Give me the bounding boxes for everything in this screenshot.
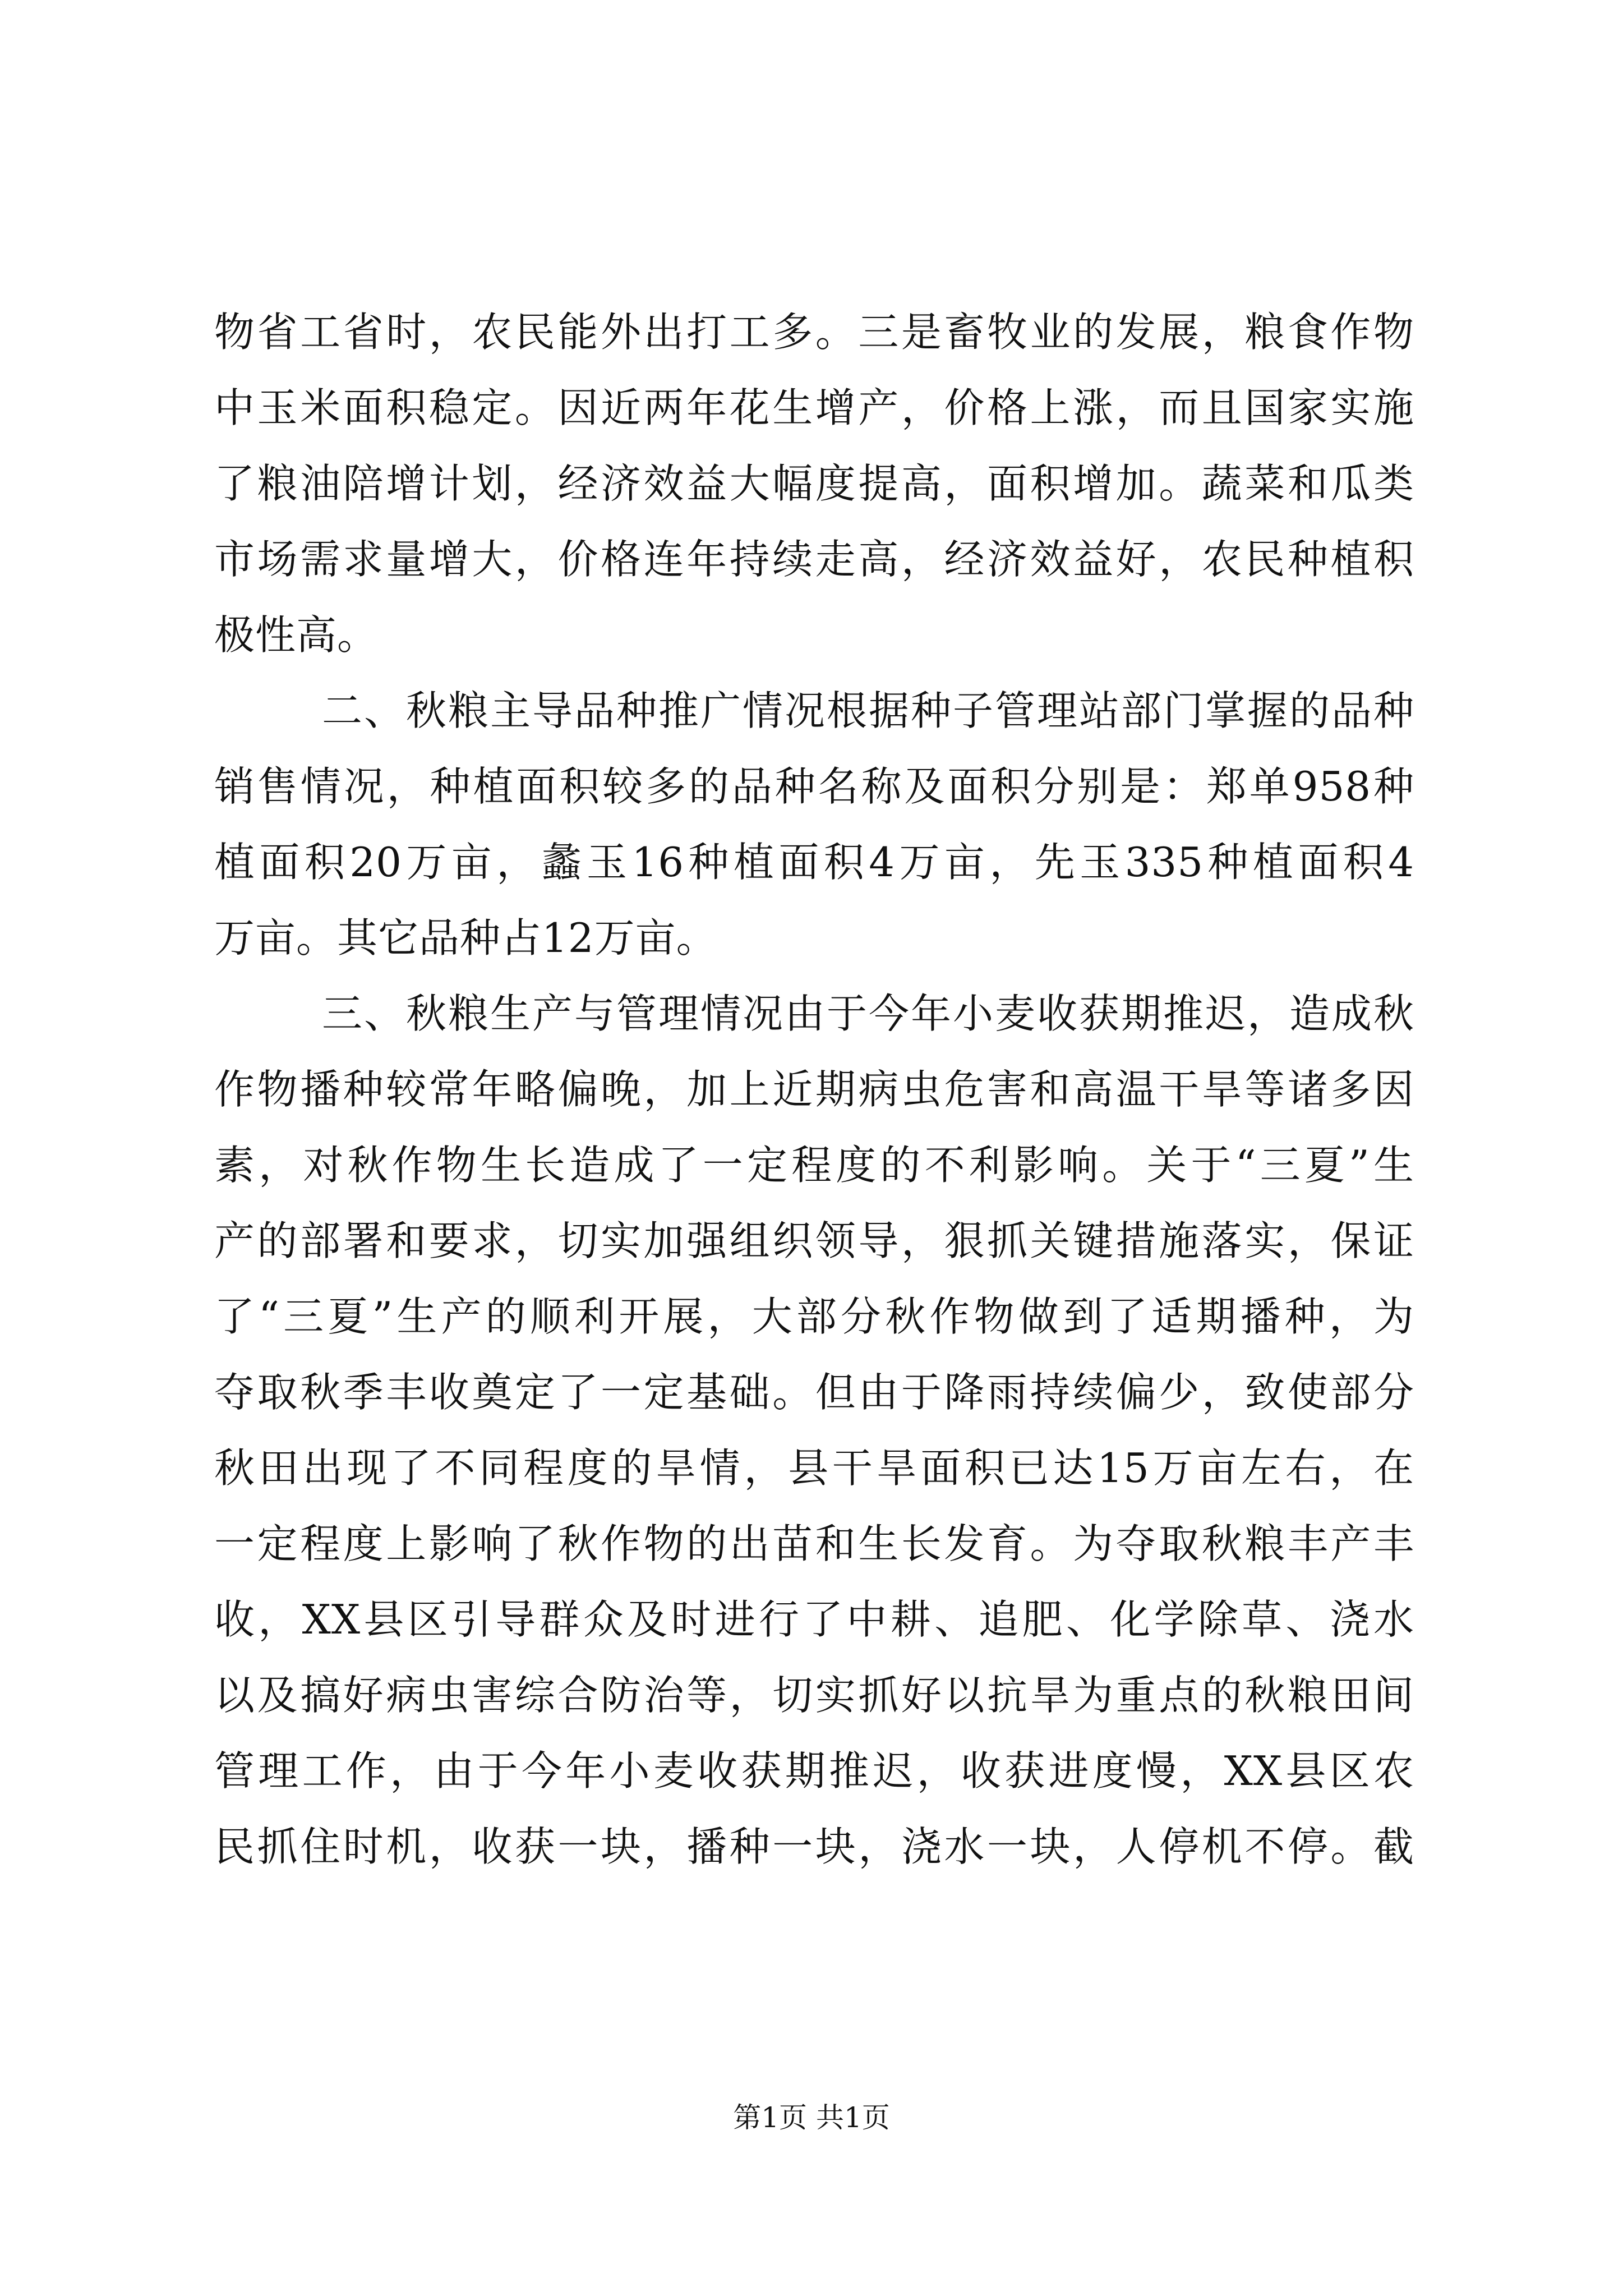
text-line: 植面积20万亩，蠡玉16种植面积4万亩，先玉335种植面积4 bbox=[214, 839, 1414, 886]
text-line: 收，XX县区引导群众及时进行了中耕、追肥、化学除草、浇水 bbox=[214, 1596, 1414, 1643]
text-line: 物省工省时，农民能外出打工多。三是畜牧业的发展，粮食作物 bbox=[214, 309, 1414, 356]
text-line: 了“三夏”生产的顺利开展，大部分秋作物做到了适期播种，为 bbox=[214, 1293, 1414, 1340]
text-line: 民抓住时机，收获一块，播种一块，浇水一块，人停机不停。截 bbox=[214, 1823, 1414, 1870]
text-line: 管理工作，由于今年小麦收获期推迟，收获进度慢，XX县区农 bbox=[214, 1747, 1414, 1795]
text-line: 素，对秋作物生长造成了一定程度的不利影响。关于“三夏”生 bbox=[214, 1142, 1414, 1189]
text-line: 秋田出现了不同程度的旱情，县干旱面积已达15万亩左右，在 bbox=[214, 1444, 1414, 1492]
text-line: 夺取秋季丰收奠定了一定基础。但由于降雨持续偏少，致使部分 bbox=[214, 1369, 1414, 1416]
body-text bbox=[214, 295, 1414, 1885]
page-number-label: 第1页 共1页 bbox=[733, 2101, 890, 2134]
text-line: 二、秋粮主导品种推广情况根据种子管理站部门掌握的品种 bbox=[322, 687, 1414, 734]
text-line: 产的部署和要求，切实加强组织领导，狠抓关键措施落实，保证 bbox=[214, 1217, 1414, 1264]
text-line: 一定程度上影响了秋作物的出苗和生长发育。为夺取秋粮丰产丰 bbox=[214, 1520, 1414, 1567]
text-line: 市场需求量增大，价格连年持续走高，经济效益好，农民种植积 bbox=[214, 536, 1414, 583]
text-line: 以及搞好病虫害综合防治等，切实抓好以抗旱为重点的秋粮田间 bbox=[214, 1672, 1414, 1719]
text-line: 作物播种较常年略偏晚，加上近期病虫危害和高温干旱等诸多因 bbox=[214, 1066, 1414, 1113]
text-line: 极性高。 bbox=[214, 611, 379, 659]
text-line: 三、秋粮生产与管理情况由于今年小麦收获期推迟，造成秋 bbox=[322, 990, 1414, 1037]
text-line: 了粮油陪增计划，经济效益大幅度提高，面积增加。蔬菜和瓜类 bbox=[214, 460, 1414, 507]
text-line: 销售情况，种植面积较多的品种名称及面积分别是：郑单958种 bbox=[214, 763, 1414, 810]
text-line: 万亩。其它品种占12万亩。 bbox=[214, 914, 717, 961]
page-footer bbox=[0, 2101, 1623, 2134]
text-line: 中玉米面积稳定。因近两年花生增产，价格上涨，而且国家实施 bbox=[214, 384, 1414, 431]
